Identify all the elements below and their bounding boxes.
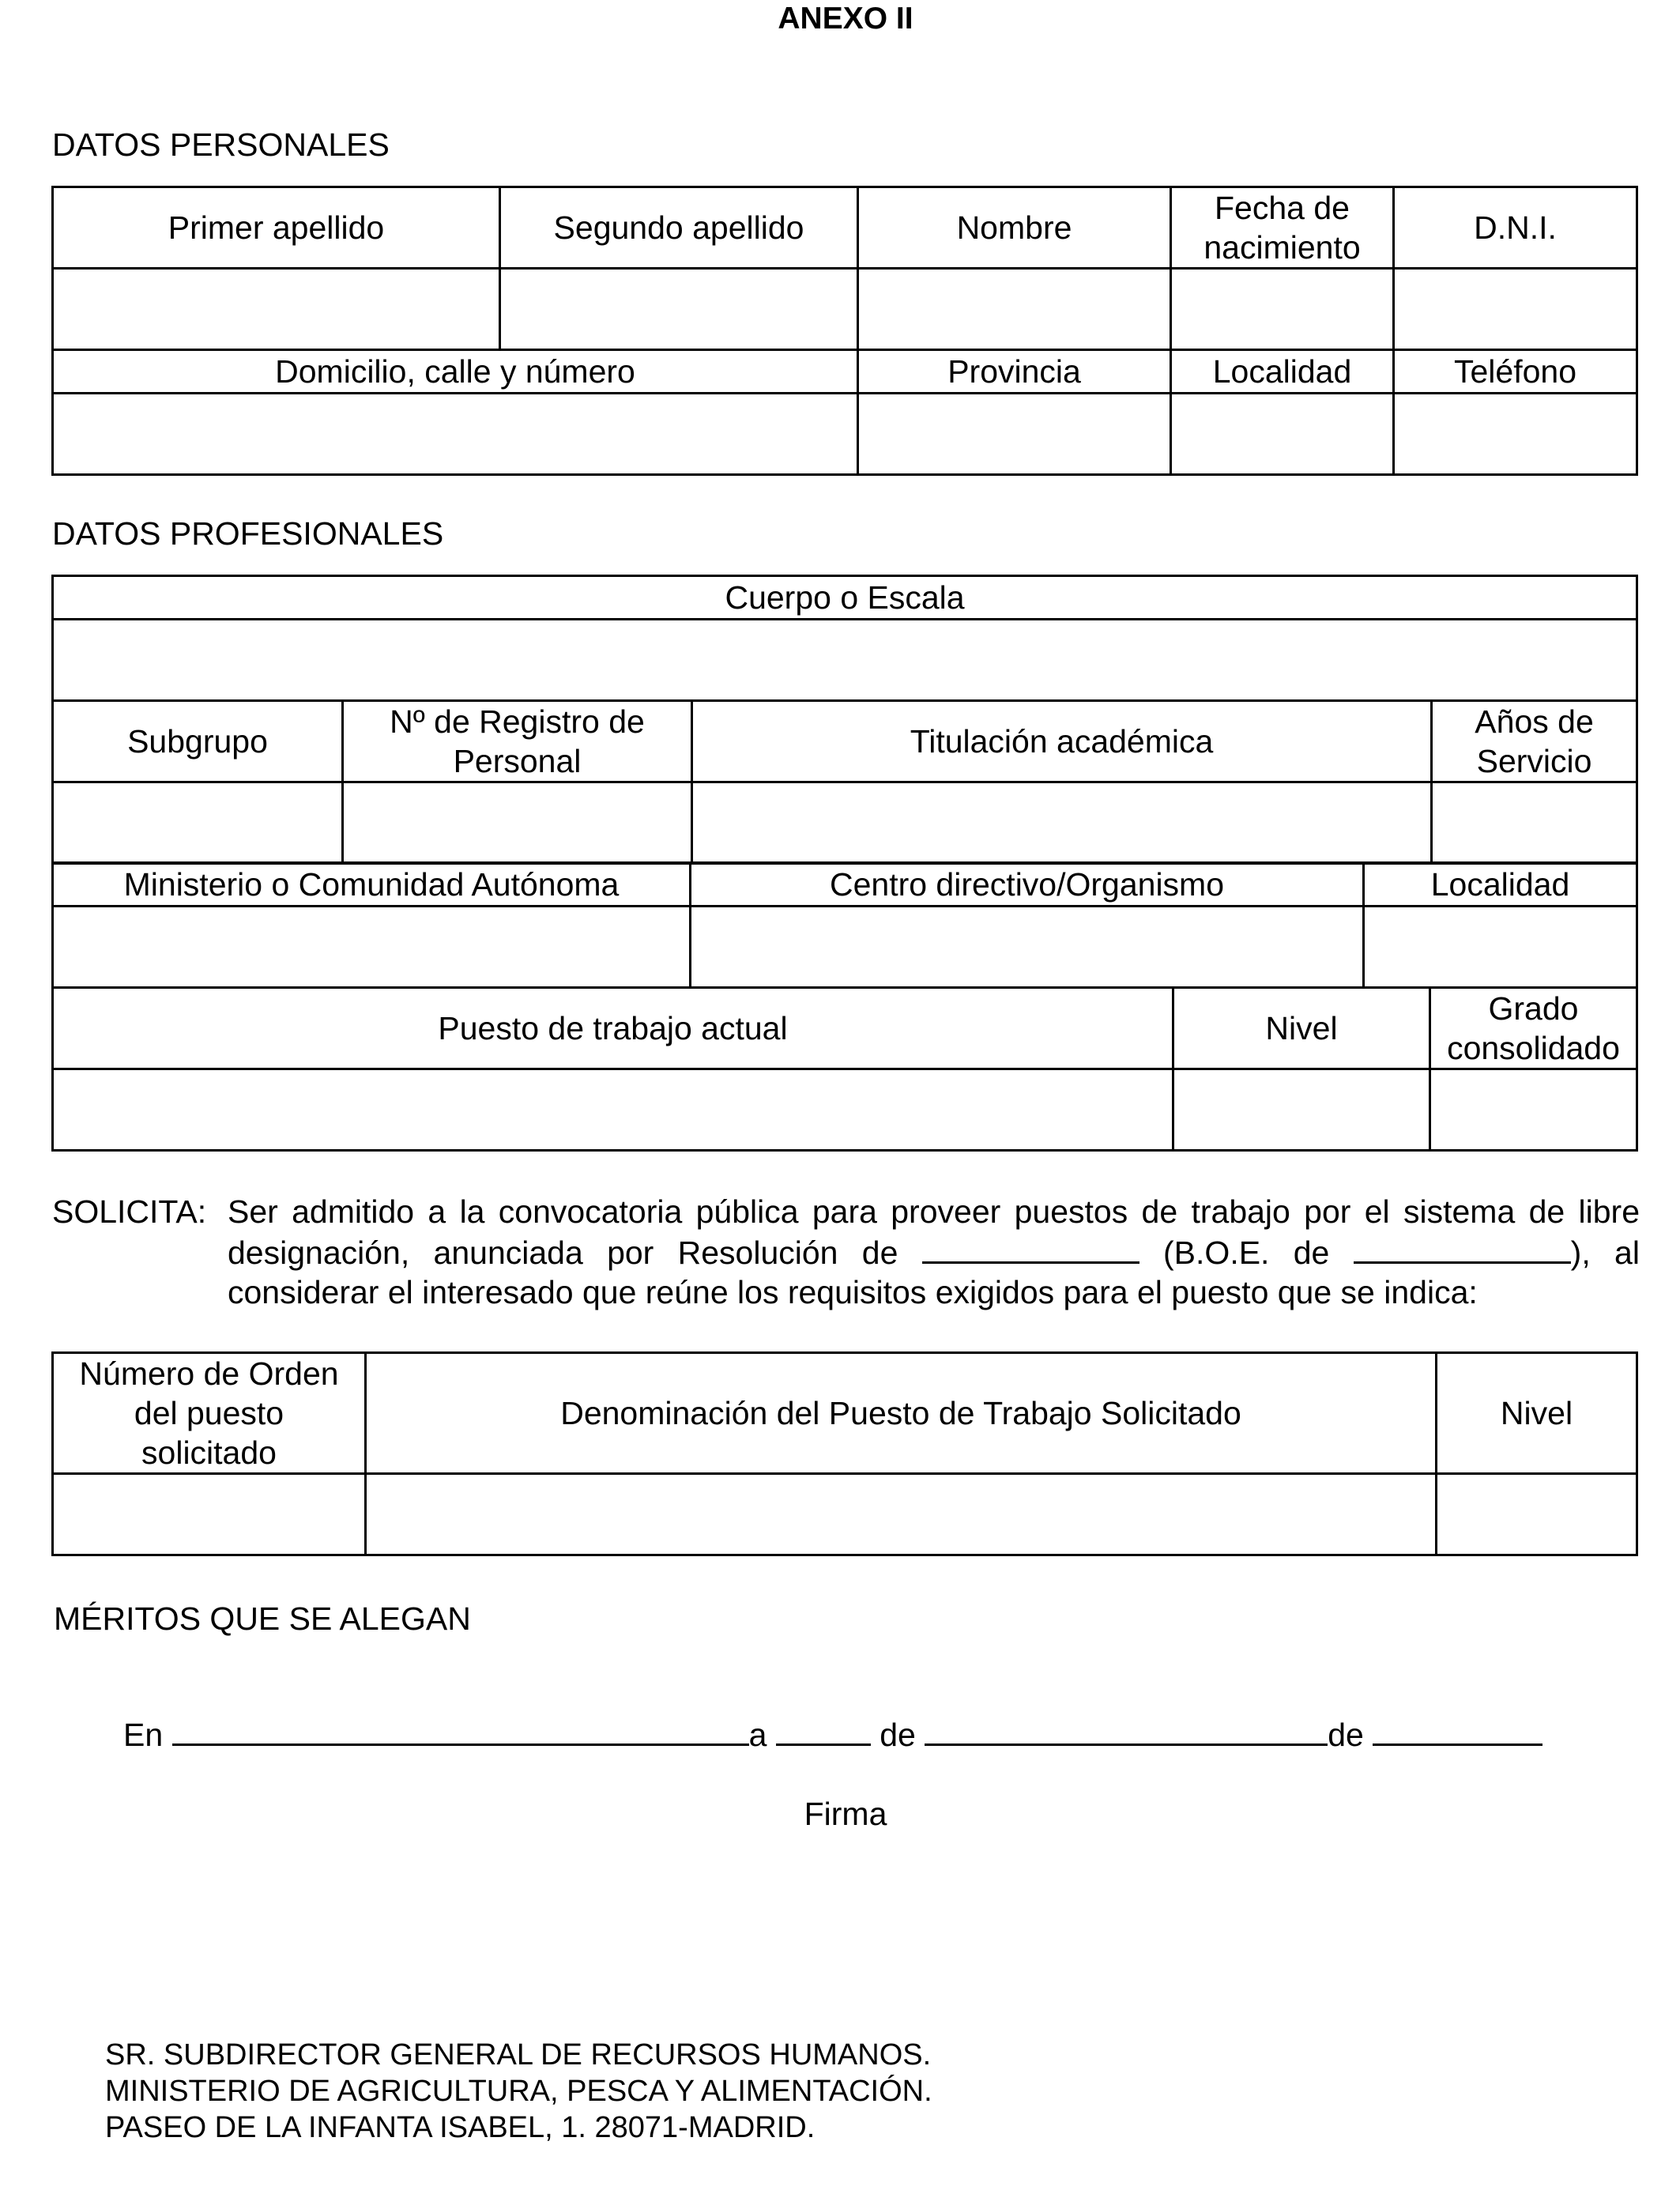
field-dni[interactable] — [1394, 269, 1637, 350]
header-subgrupo: Subgrupo — [53, 701, 343, 782]
datos-profesionales-table — [51, 575, 1638, 865]
footer-line-2: MINISTERIO DE AGRICULTURA, PESCA Y ALIMENTACIÓN. — [105, 2075, 932, 2108]
field-centro-directivo[interactable] — [691, 907, 1364, 988]
field-puesto-actual[interactable] — [53, 1069, 1173, 1151]
header-telefono: Teléfono — [1394, 350, 1637, 394]
header-grado-consolidado: Grado consolidado — [1430, 988, 1637, 1069]
field-segundo-apellido[interactable] — [500, 269, 858, 350]
solicita-text-part1: Ser admitido a la convocatoria pública para proveer puestos de trabajo por el sistema de libre designación, anunciada por Resolución de — [228, 1193, 1640, 1271]
solicita-text — [228, 1192, 1640, 1312]
fecha-line — [123, 1715, 1543, 1754]
section-heading-meritos: MÉRITOS QUE SE ALEGAN — [54, 1600, 471, 1637]
header-segundo-apellido: Segundo apellido — [500, 187, 858, 269]
field-cuerpo-escala[interactable] — [53, 620, 1637, 701]
field-grado-consolidado[interactable] — [1430, 1069, 1637, 1151]
footer-line-3: PASEO DE LA INFANTA ISABEL, 1. 28071-MADRID. — [105, 2111, 816, 2144]
header-localidad: Localidad — [1171, 350, 1394, 394]
lugar-blank[interactable] — [172, 1715, 749, 1746]
header-centro-directivo: Centro directivo/Organismo — [691, 863, 1364, 907]
firma-label: Firma — [804, 1796, 887, 1832]
header-domicilio: Domicilio, calle y número — [53, 350, 858, 394]
header-dni: D.N.I. — [1394, 187, 1637, 269]
header-numero-orden: Número de Orden del puesto solicitado — [53, 1353, 366, 1474]
field-nivel-actual[interactable] — [1173, 1069, 1430, 1151]
header-primer-apellido: Primer apellido — [53, 187, 500, 269]
field-provincia[interactable] — [858, 394, 1171, 475]
field-telefono[interactable] — [1394, 394, 1637, 475]
fecha-en-label: En — [123, 1717, 164, 1753]
header-anos-servicio: Años de Servicio — [1432, 701, 1637, 782]
ano-blank[interactable] — [1373, 1715, 1543, 1746]
field-nombre[interactable] — [858, 269, 1171, 350]
header-fecha-nacimiento: Fecha de nacimiento — [1171, 187, 1394, 269]
solicita-text-part3: ), al considerar el interesado que reúne los requisitos exigidos para el puesto que se indica: — [228, 1235, 1640, 1310]
fecha-a-label: a — [748, 1717, 767, 1753]
header-registro-personal: Nº de Registro de Personal — [343, 701, 692, 782]
puesto-solicitado-table — [51, 1351, 1638, 1556]
header-puesto-actual: Puesto de trabajo actual — [53, 988, 1173, 1069]
solicita-label: SOLICITA: — [52, 1193, 207, 1230]
header-titulacion: Titulación académica — [692, 701, 1432, 782]
solicita-text-part2: (B.O.E. de — [1163, 1235, 1330, 1271]
header-nivel-solicitado: Nivel — [1437, 1353, 1637, 1474]
section-heading-datos-profesionales: DATOS PROFESIONALES — [52, 515, 444, 552]
resolucion-date-blank[interactable] — [922, 1231, 1139, 1264]
field-domicilio[interactable] — [53, 394, 858, 475]
fecha-de1-label: de — [880, 1717, 916, 1753]
footer-address — [105, 2037, 932, 2146]
footer-line-1: SR. SUBDIRECTOR GENERAL DE RECURSOS HUMANOS. — [105, 2038, 932, 2071]
ministerio-table — [51, 861, 1638, 989]
field-anos-servicio[interactable] — [1432, 782, 1637, 864]
field-ministerio[interactable] — [53, 907, 691, 988]
header-cuerpo-escala: Cuerpo o Escala — [53, 576, 1637, 620]
field-denominacion-puesto[interactable] — [366, 1474, 1437, 1555]
field-numero-orden[interactable] — [53, 1474, 366, 1555]
header-denominacion-puesto: Denominación del Puesto de Trabajo Solicitado — [366, 1353, 1437, 1474]
header-localidad-profesional: Localidad — [1364, 863, 1637, 907]
fecha-de2-label: de — [1328, 1717, 1364, 1753]
puesto-actual-table — [51, 986, 1638, 1152]
header-provincia: Provincia — [858, 350, 1171, 394]
field-fecha-nacimiento[interactable] — [1171, 269, 1394, 350]
header-nivel-actual: Nivel — [1173, 988, 1430, 1069]
mes-blank[interactable] — [925, 1715, 1328, 1746]
section-heading-datos-personales: DATOS PERSONALES — [52, 126, 390, 163]
field-subgrupo[interactable] — [53, 782, 343, 864]
document-title: ANEXO II — [778, 2, 913, 36]
dia-blank[interactable] — [776, 1715, 871, 1746]
field-registro-personal[interactable] — [343, 782, 692, 864]
field-nivel-solicitado[interactable] — [1437, 1474, 1637, 1555]
boe-date-blank[interactable] — [1354, 1231, 1571, 1264]
field-localidad[interactable] — [1171, 394, 1394, 475]
header-nombre: Nombre — [858, 187, 1171, 269]
header-ministerio: Ministerio o Comunidad Autónoma — [53, 863, 691, 907]
field-localidad-profesional[interactable] — [1364, 907, 1637, 988]
field-primer-apellido[interactable] — [53, 269, 500, 350]
field-titulacion[interactable] — [692, 782, 1432, 864]
datos-personales-table — [51, 186, 1638, 476]
